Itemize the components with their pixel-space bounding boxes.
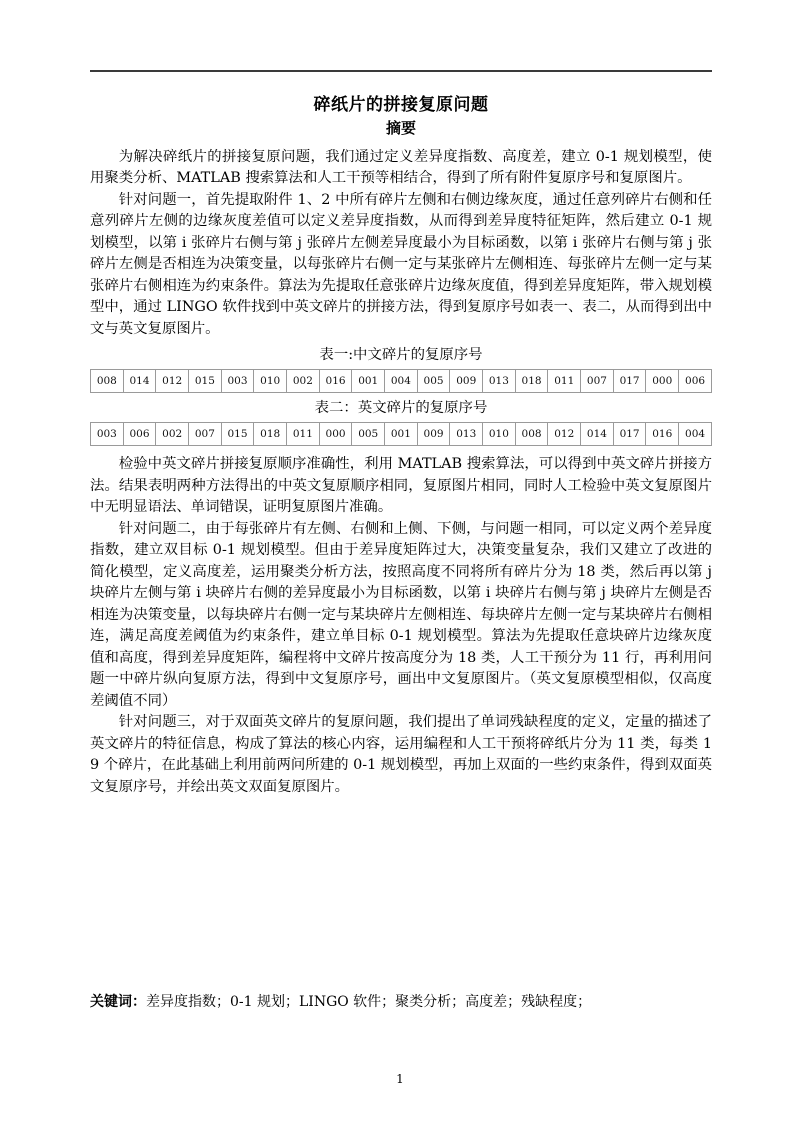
table-one-caption: 表一:中文碎片的复原序号	[319, 347, 483, 364]
table-cell: 016	[319, 370, 352, 393]
keywords-label: 关键词：	[90, 994, 146, 1010]
table-cell: 000	[646, 370, 679, 393]
page-content	[90, 0, 712, 798]
table-cell: 007	[581, 370, 614, 393]
table-cell: 009	[417, 423, 450, 446]
table-cell: 010	[254, 370, 287, 393]
table-row	[91, 370, 712, 393]
table-cell: 002	[287, 370, 320, 393]
table-cell: 002	[156, 423, 189, 446]
table-one-chinese-sequence	[90, 369, 712, 393]
table-cell: 017	[613, 370, 646, 393]
table-cell: 011	[287, 423, 320, 446]
table-cell: 017	[613, 423, 646, 446]
page-title: 碎纸片的拼接复原问题	[313, 95, 489, 115]
table-cell: 013	[450, 423, 483, 446]
keywords-line	[90, 992, 712, 1012]
paragraph-problem-two: 针对问题二，由于每张碎片有左侧、右侧和上侧、下侧，与问题一相同，可以定义两个差异度指数，建立双目标 0-1 规划模型。但由于差异度矩阵过大，决策变量复杂，我们又建立了改进的简化模型，定义高度差，运用聚类分析方法，按照高度不同将所有碎片分为 18 类，然后再以第 j 块碎片左侧与第 i 块碎片右侧的差异度最小为目标函数，以第 i 块碎片右侧与第 j 块碎片左侧是否相连为决策变量，以每块碎片右侧一定与某块碎片左侧相连、每块碎片左侧一定与某块碎片右侧相连，满足高度差阈值为约束条件，建立单目标 0-1 规划模型。算法为先提取任意块碎片边缘灰度值和高度，得到差异度矩阵，编程将中文碎片按高度分为 18 类，人工干预分为 11 行，再利用问题一中碎片纵向复原方法，得到中文复原序号，画出中文复原图片。（英文复原模型相似，仅高度差阈值不同）	[90, 520, 712, 709]
paragraph-verification: 检验中英文碎片拼接复原顺序准确性，利用 MATLAB 搜索算法，可以得到中英文碎片拼接方法。结果表明两种方法得出的中英文复原顺序相同，复原图片相同，同时人工检验中英文复原图片中无明显语法、单词错误，证明复原图片准确。	[90, 456, 712, 516]
abstract-body-continued	[90, 454, 712, 798]
table-cell: 001	[352, 370, 385, 393]
table-cell: 014	[123, 370, 156, 393]
table-cell: 004	[385, 370, 418, 393]
header-rule	[90, 70, 712, 72]
table-cell: 005	[352, 423, 385, 446]
table-cell: 014	[581, 423, 614, 446]
table-cell: 008	[515, 423, 548, 446]
table-cell: 006	[679, 370, 712, 393]
table-cell: 008	[91, 370, 124, 393]
table-cell: 015	[221, 423, 254, 446]
abstract-heading: 摘要	[385, 119, 416, 138]
table-two-caption: 表二：英文碎片的复原序号	[314, 400, 488, 417]
table-two-english-sequence	[90, 422, 712, 446]
table-row	[91, 423, 712, 446]
paragraph-problem-three: 针对问题三，对于双面英文碎片的复原问题，我们提出了单词残缺程度的定义，定量的描述了英文碎片的特征信息，构成了算法的核心内容，运用编程和人工干预将碎纸片分为 11 类，每类 19 个碎片，在此基础上利用前两问所建的 0-1 规划模型，再加上双面的一些约束条件，得到双面英文复原序号，并绘出英文双面复原图片。	[90, 714, 712, 795]
keywords-text: 差异度指数；0-1 规划；LINGO 软件；聚类分析；高度差；残缺程度；	[146, 994, 592, 1010]
table-cell: 004	[679, 423, 712, 446]
table-cell: 015	[189, 370, 222, 393]
table-cell: 011	[548, 370, 581, 393]
page-number: 1	[396, 1072, 404, 1086]
table-cell: 003	[91, 423, 124, 446]
table-cell: 000	[319, 423, 352, 446]
abstract-body	[90, 147, 712, 341]
table-cell: 005	[417, 370, 450, 393]
paragraph-problem-one: 针对问题一，首先提取附件 1、2 中所有碎片左侧和右侧边缘灰度，通过任意列碎片右侧和任意列碎片左侧的边缘灰度差值可以定义差异度指数，从而得到差异度特征矩阵，然后建立 0-1 规划模型，以第 i 张碎片右侧与第 j 张碎片左侧差异度最小为目标函数，以第 i 张碎片右侧与第 j 张碎片左侧是否相连为决策变量，以每张碎片右侧一定与某张碎片左侧相连、每张碎片左侧一定与某张碎片右侧相连为约束条件。算法为先提取任意张碎片边缘灰度值，得到差异度矩阵，带入规划模型中，通过 LINGO 软件找到中英文碎片的拼接方法，得到复原序号如表一、表二，从而得到出中文与英文复原图片。	[90, 191, 712, 337]
table-cell: 012	[156, 370, 189, 393]
table-cell: 013	[483, 370, 516, 393]
table-cell: 018	[254, 423, 287, 446]
table-cell: 007	[189, 423, 222, 446]
table-cell: 010	[483, 423, 516, 446]
table-cell: 016	[646, 423, 679, 446]
table-cell: 018	[515, 370, 548, 393]
paragraph-overview: 为解决碎纸片的拼接复原问题，我们通过定义差异度指数、高度差，建立 0-1 规划模型，使用聚类分析、MATLAB 搜索算法和人工干预等相结合，得到了所有附件复原序号和复原图片。	[90, 148, 712, 187]
table-cell: 003	[221, 370, 254, 393]
table-cell: 006	[123, 423, 156, 446]
table-cell: 012	[548, 423, 581, 446]
table-cell: 001	[385, 423, 418, 446]
table-cell: 009	[450, 370, 483, 393]
